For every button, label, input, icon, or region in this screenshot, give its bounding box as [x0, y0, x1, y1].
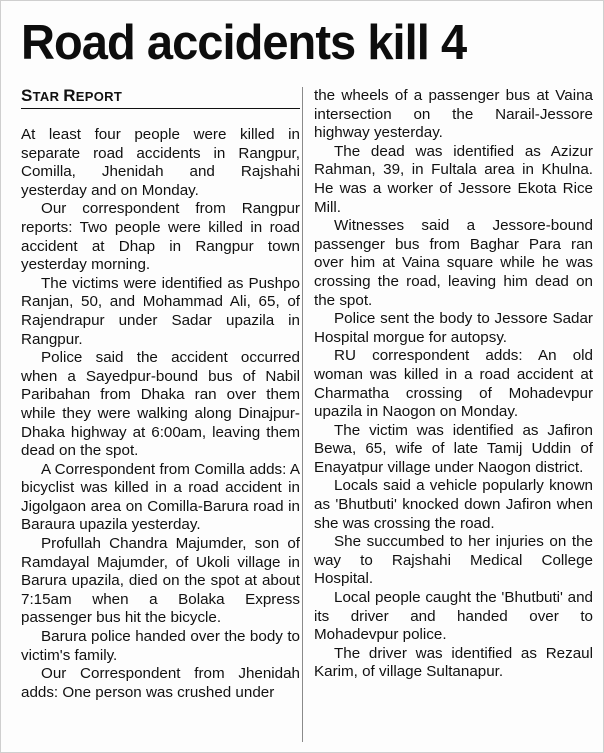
column-divider: [302, 87, 303, 742]
paragraph: She succumbed to her injuries on the way to Rajshahi Medical College Hospital.: [314, 533, 593, 588]
byline-rest-1: TAR: [32, 89, 64, 104]
paragraph: Local people caught the 'Bhutbuti' and its driver and handed over to Mohadevpur police.: [314, 589, 593, 644]
paragraph: Police sent the body to Jessore Sadar Hospital morgue for autopsy.: [314, 310, 593, 346]
paragraph: Witnesses said a Jessore-bound passenger bus from Baghar Para ran over him at Vaina square while he was crossing the road, leaving him dead on the spot.: [314, 217, 593, 309]
byline-initial-1: S: [21, 86, 33, 105]
paragraph: The dead was identified as Azizur Rahman, 39, in Fultala area in Khulna. He was a worker of Jessore Ekota Rice Mill.: [314, 142, 593, 216]
paragraph: The victim was identified as Jafiron Bewa, 65, wife of late Tamij Uddin of Enayatpur village under Naogon district.: [314, 421, 593, 476]
paragraph: Police said the accident occurred when a Sayedpur-bound bus of Nabil Paribahan from Dhaka ran over them while they were walking along Dinajpur-Dhaka highway at 6:00am, leaving them dead on the spot.: [21, 349, 300, 460]
paragraph-continued: the wheels of a passenger bus at Vaina intersection on the Narail-Jessore highway yesterday.: [314, 87, 593, 142]
paragraph: A Correspondent from Comilla adds: A bicyclist was killed in a road accident in Jigolgaon area on Comilla-Barura road in Baraura upazila yesterday.: [21, 460, 300, 534]
paragraph: Profullah Chandra Majumder, son of Ramdayal Majumder, of Ukoli village in Barura upazila, died on the spot at about 7:15am when a Bolaka Express passenger bus hit the bicycle.: [21, 535, 300, 627]
paragraph: Locals said a vehicle popularly known as 'Bhutbuti' knocked down Jafiron when she was crossing the road.: [314, 477, 593, 532]
paragraph: Our correspondent from Rangpur reports: Two people were killed in road accident at Dhap in Rangpur town yesterday morning.: [21, 200, 300, 274]
byline: [21, 87, 300, 109]
paragraph: At least four people were killed in separate road accidents in Rangpur, Comilla, Jhenidah and Rajshahi yesterday and on Monday.: [21, 126, 300, 199]
headline: Road accidents kill 4: [21, 16, 467, 70]
article-column-right: [314, 87, 593, 682]
paragraph: RU correspondent adds: An old woman was killed in a road accident at Charmatha crossing of Mohadevpur upazila in Naogon on Monday.: [314, 347, 593, 421]
paragraph: Barura police handed over the body to victim's family.: [21, 628, 300, 664]
byline-initial-2: R: [63, 86, 76, 105]
article-column-left: [21, 87, 300, 702]
paragraph: The victims were identified as Pushpo Ranjan, 50, and Mohammad Ali, 65, of Rajendrapur under Sadar upazila in Rangpur.: [21, 274, 300, 348]
paragraph: Our Correspondent from Jhenidah adds: One person was crushed under: [21, 665, 300, 701]
paragraph: The driver was identified as Rezaul Karim, of village Sultanapur.: [314, 644, 593, 681]
byline-rest-2: EPORT: [75, 89, 123, 104]
